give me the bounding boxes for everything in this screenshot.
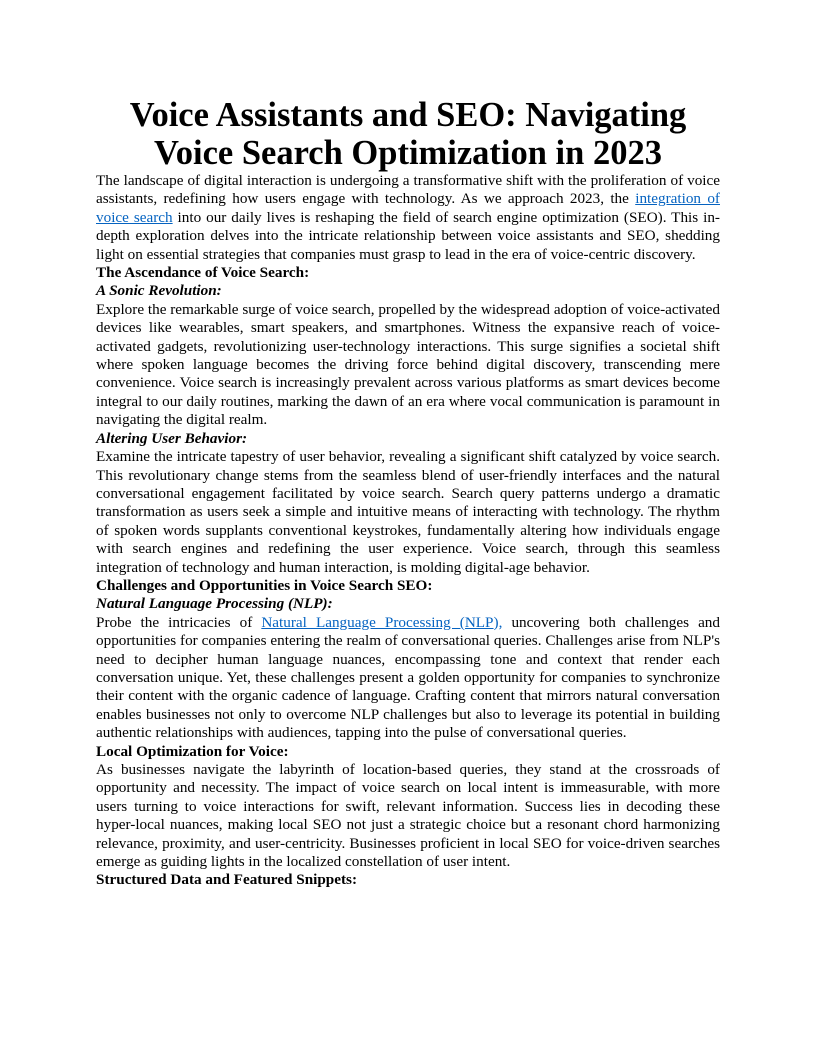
subheading-sonic-revolution: A Sonic Revolution: (96, 282, 222, 300)
section-heading-challenges: Challenges and Opportunities in Voice Search SEO: (96, 576, 433, 594)
nlp-text-after: uncovering both challenges and opportunities for companies entering the realm of conversational queries. Challenges arise from NLP's need to decipher human language nuances, encompassing tone and context that render each conversation unique. Yet, these challenges present a golden opportunity for companies to synchronize their content with the organic cadence of language. Crafting content that mirrors natural conversation enables businesses not only to overcome NLP challenges but also to leverage its potential in building authentic relationships with audiences, tapping into the pulse of conversational queries. (96, 613, 720, 742)
document-page (96, 96, 720, 890)
nlp-text-before: Probe the intricacies of (96, 613, 262, 631)
nlp-link[interactable]: Natural Language Processing (NLP), (261, 613, 503, 631)
subheading-altering-behavior: Altering User Behavior: (96, 429, 248, 447)
heading-local-optimization: Local Optimization for Voice: (96, 742, 289, 760)
intro-paragraph (96, 172, 720, 264)
paragraph-altering-behavior: Examine the intricate tapestry of user behavior, revealing a significant shift catalyzed by voice search. This revolutionary change stems from the seamless blend of user-friendly interfaces and the natural conversational engagement facilitated by voice search. Search query patterns undergo a dramatic transformation as users seek a simple and intuitive means of interacting with technology. The rhythm of spoken words supplants conventional keystrokes, fundamentally altering how individuals engage with search engines and redefining the user experience. Voice search, through this seamless integration of technology and human interaction, is molding digital-age behavior. (96, 448, 720, 576)
section-heading-ascendance: The Ascendance of Voice Search: (96, 264, 310, 282)
heading-structured-data: Structured Data and Featured Snippets: (96, 871, 358, 889)
document-title: Voice Assistants and SEO: Navigating Voice Search Optimization in 2023 (129, 96, 687, 172)
subheading-nlp: Natural Language Processing (NLP): (96, 595, 333, 613)
intro-text-before: The landscape of digital interaction is undergoing a transformative shift with the proliferation of voice assistants, redefining how users engage with technology. As we approach 2023, the (96, 172, 720, 208)
intro-text-after: into our daily lives is reshaping the field of search engine optimization (SEO). This in-depth exploration delves into the intricate relationship between voice assistants and SEO, shedding light on essential strategies that companies must grasp to lead in the era of voice-centric discovery. (96, 208, 720, 263)
paragraph-local-optimization: As businesses navigate the labyrinth of location-based queries, they stand at the crossroads of opportunity and necessity. The impact of voice search on local intent is immeasurable, with more users turning to voice interactions for swift, relevant information. Success lies in decoding these hyper-local nuances, making local SEO not just a strategic choice but a resonant chord harmonizing relevance, proximity, and user-centricity. Businesses proficient in local SEO for voice-driven searches emerge as guiding lights in the localized constellation of user intent. (96, 761, 720, 871)
paragraph-nlp (96, 614, 720, 743)
paragraph-sonic-revolution: Explore the remarkable surge of voice search, propelled by the widespread adoption of voice-activated devices like wearables, smart speakers, and smartphones. Witness the expansive reach of voice-activated gadgets, revolutionizing user-technology interactions. This surge signifies a societal shift where spoken language becomes the driving force behind digital discovery, transcending mere convenience. Voice search is increasingly prevalent across various platforms as smart devices become integral to our daily routines, marking the dawn of an era where vocal communication is paramount in navigating the digital realm. (96, 300, 720, 429)
voice-search-integration-link[interactable]: integration of voice search (96, 190, 720, 226)
